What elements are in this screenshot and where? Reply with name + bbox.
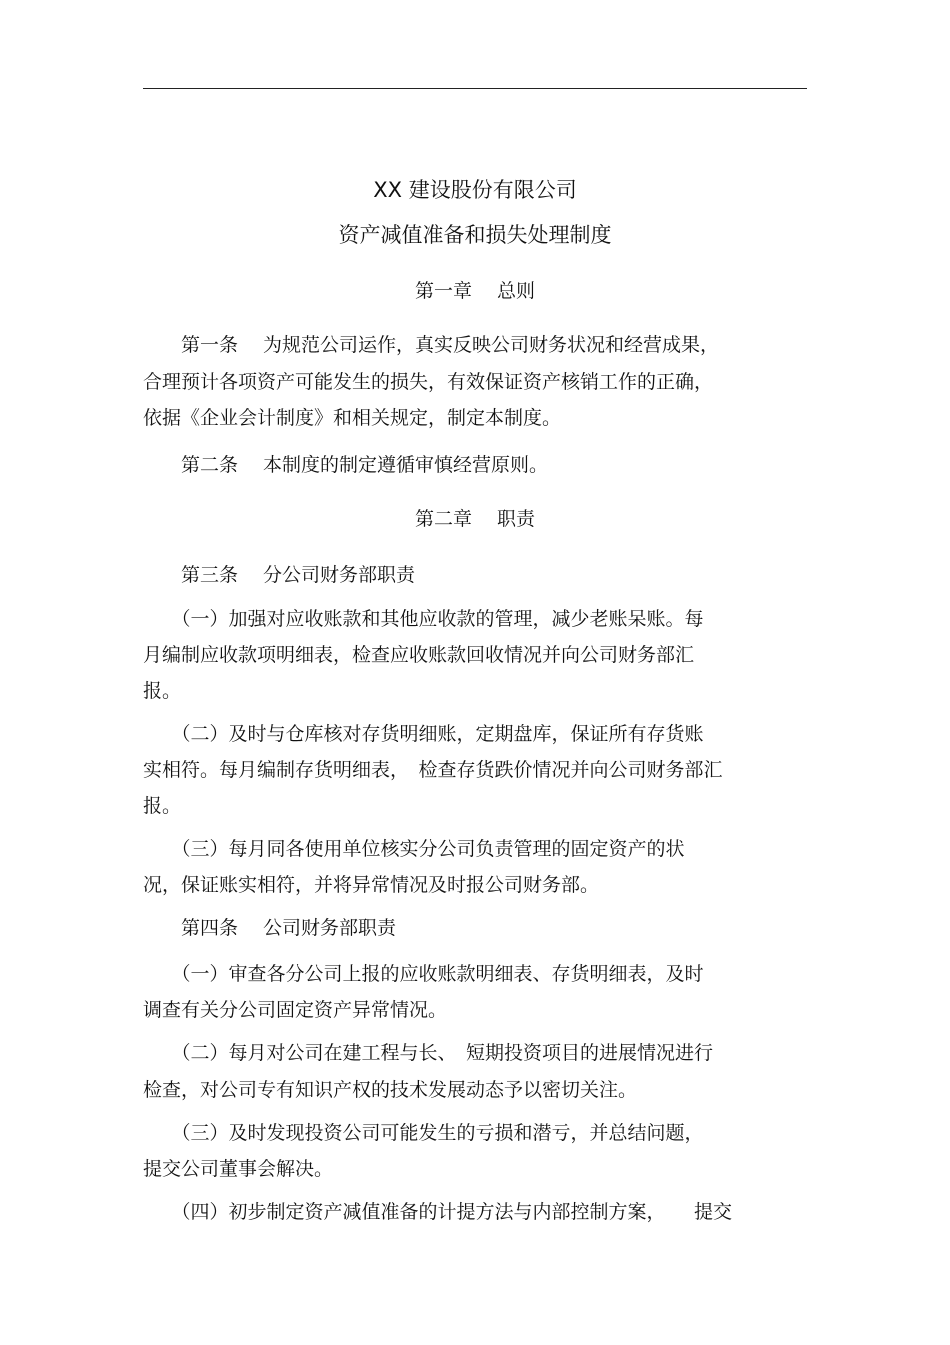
company-name: XX 建设股份有限公司 (373, 178, 577, 202)
text-line: 报。 (143, 680, 182, 702)
text-line: 第三条 分公司财务部职责 (143, 564, 416, 586)
text-line: 况，保证账实相符，并将异常情况及时报公司财务部。 (143, 874, 600, 896)
text-line: 第一条 为规范公司运作，真实反映公司财务状况和经营成果， (143, 334, 720, 356)
text-line: （三）及时发现投资公司可能发生的亏损和潜亏，并总结问题， (143, 1122, 704, 1144)
text-line: 报。 (143, 795, 182, 817)
text-line: （一）审查各分公司上报的应收账款明细表、存货明细表，及时 (143, 963, 704, 985)
text-line: （二）及时与仓库核对存货明细账，定期盘库，保证所有存货账 (143, 723, 704, 745)
text-line: 提交公司董事会解决。 (143, 1158, 334, 1180)
text-line: 月编制应收款项明细表，检查应收账款回收情况并向公司财务部汇 (143, 644, 695, 666)
text-line: 第四条 公司财务部职责 (143, 917, 397, 939)
text-line: （四）初步制定资产减值准备的计提方法与内部控制方案， 提交 (143, 1201, 733, 1223)
text-line: 调查有关分公司固定资产异常情况。 (143, 999, 448, 1021)
text-line: 合理预计各项资产可能发生的损失，有效保证资产核销工作的正确， (143, 371, 714, 393)
text-line: 第二条 本制度的制定遵循审慎经营原则。 (143, 454, 549, 476)
header-rule (143, 88, 807, 89)
text-line: （一）加强对应收账款和其他应收款的管理，减少老账呆账。每 (143, 608, 704, 630)
document-title: 资产减值准备和损失处理制度 (338, 223, 612, 247)
text-line: （二）每月对公司在建工程与长、 短期投资项目的进展情况进行 (143, 1042, 714, 1064)
text-line: 检查，对公司专有知识产权的技术发展动态予以密切关注。 (143, 1079, 638, 1101)
text-line: 依据《企业会计制度》和相关规定，制定本制度。 (143, 407, 562, 429)
chapter-heading-2: 第二章 职责 (414, 508, 536, 530)
text-line: （三）每月同各使用单位核实分公司负责管理的固定资产的状 (143, 838, 685, 860)
chapter-heading-1: 第一章 总则 (414, 280, 536, 302)
text-line: 实相符。每月编制存货明细表， 检查存货跌价情况并向公司财务部汇 (143, 759, 723, 781)
